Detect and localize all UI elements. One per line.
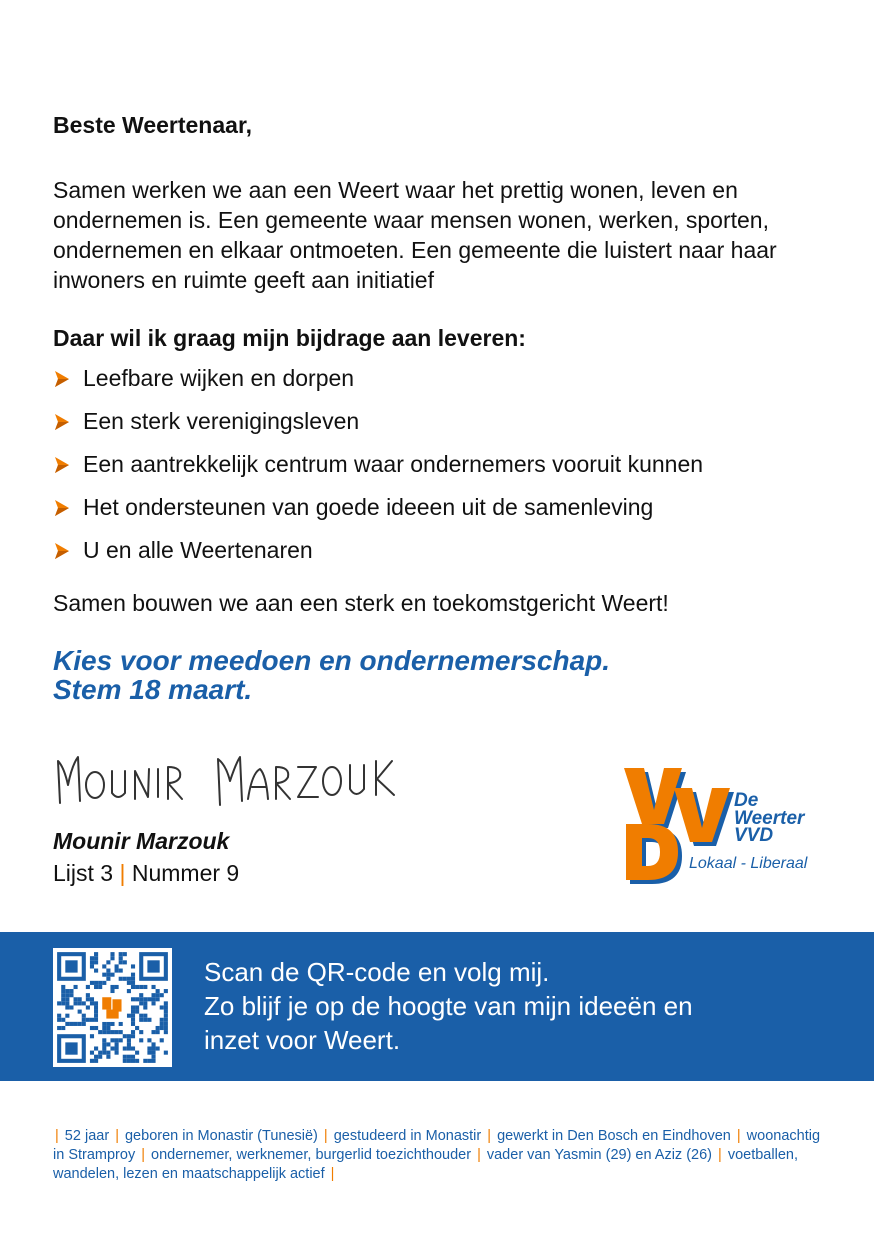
list-item [53, 357, 703, 400]
bio-item: ondernemer, werknemer, burgerlid toezichthouder [147, 1147, 476, 1163]
bio-facts [53, 1127, 833, 1184]
slogan [53, 646, 610, 704]
orange-arrow-bullet-icon [53, 370, 71, 388]
banner-line-2: Zo blijf je op de hoogte van mijn ideeën en [204, 991, 693, 1021]
list-title: Daar wil ik graag mijn bijdrage aan leveren: [53, 325, 526, 351]
list-item [53, 400, 703, 443]
slogan-line-2: Stem 18 maart. [53, 674, 253, 705]
bio-separator: | [141, 1147, 146, 1163]
bio-separator: | [718, 1147, 722, 1163]
list-item-label: Een sterk verenigingsleven [83, 408, 360, 434]
bio-item: gestudeerd in Monastir [329, 1128, 486, 1144]
banner-line-3: inzet voor Weert. [204, 1025, 401, 1055]
bio-item: vader van Yasmin (29) en Aziz (26) [482, 1147, 717, 1163]
signature [50, 745, 420, 815]
logo-line-2: Weerter [734, 808, 805, 829]
bio-item: 52 jaar [60, 1128, 114, 1144]
list-label: Lijst 3 [53, 860, 114, 886]
bio-separator: | [736, 1128, 741, 1144]
bio-item: woonachtig in Stramproy [53, 1128, 821, 1163]
separator: | [119, 860, 126, 886]
bio-item: gewerkt in Den Bosch en Eindhoven [493, 1128, 735, 1144]
bio-item: geboren in Monastir (Tunesië) [120, 1128, 322, 1144]
list-item-label: Leefbare wijken en dorpen [83, 365, 355, 391]
logo-line-3: VVD [734, 825, 774, 846]
list-item [53, 443, 703, 486]
intro-paragraph: Samen werken we aan een Weert waar het prettig wonen, leven en ondernemen is. Een gemeente waar mensen wonen, werken, sporten, ondernemen en elkaar ontmoeten. Een gemeente die luistert naar haar inwoners en ruimte geeft aan initiatief [53, 177, 777, 293]
candidate-list-number [53, 860, 239, 887]
banner-line-1: Scan de QR-code en volg mij. [204, 957, 550, 987]
list-item [53, 529, 703, 572]
list-item-label: Het ondersteunen van goede ideeen uit de samenleving [83, 494, 654, 520]
bio-separator: | [477, 1147, 481, 1163]
list-item [53, 486, 703, 529]
orange-arrow-bullet-icon [53, 499, 71, 517]
bio-separator: | [323, 1128, 328, 1144]
list-item-label: Een aantrekkelijk centrum waar ondernemers vooruit kunnen [83, 451, 704, 477]
bio-separator: | [487, 1128, 492, 1144]
candidate-name: Mounir Marzouk [53, 828, 230, 854]
number-label: Nummer 9 [131, 860, 240, 886]
banner-text [204, 955, 844, 1057]
closing-line: Samen bouwen we aan een sterk en toekomstgericht Weert! [53, 590, 669, 616]
party-logo [620, 762, 825, 884]
bio-separator: | [330, 1166, 335, 1182]
orange-arrow-bullet-icon [53, 542, 71, 560]
priorities-list [53, 357, 703, 572]
orange-arrow-bullet-icon [53, 413, 71, 431]
logo-tagline: Lokaal - Liberaal [689, 855, 808, 872]
orange-arrow-bullet-icon [53, 456, 71, 474]
bio-separator: | [55, 1128, 59, 1144]
bio-separator: | [115, 1128, 119, 1144]
bio-item: voetballen, wandelen, lezen en maatschappelijk actief [53, 1147, 798, 1182]
greeting: Beste Weertenaar, [53, 112, 253, 138]
slogan-line-1: Kies voor meedoen en ondernemerschap. [53, 645, 611, 676]
qr-code-icon[interactable] [53, 948, 172, 1067]
logo-line-1: De [734, 790, 759, 811]
list-item-label: U en alle Weertenaren [83, 537, 313, 563]
